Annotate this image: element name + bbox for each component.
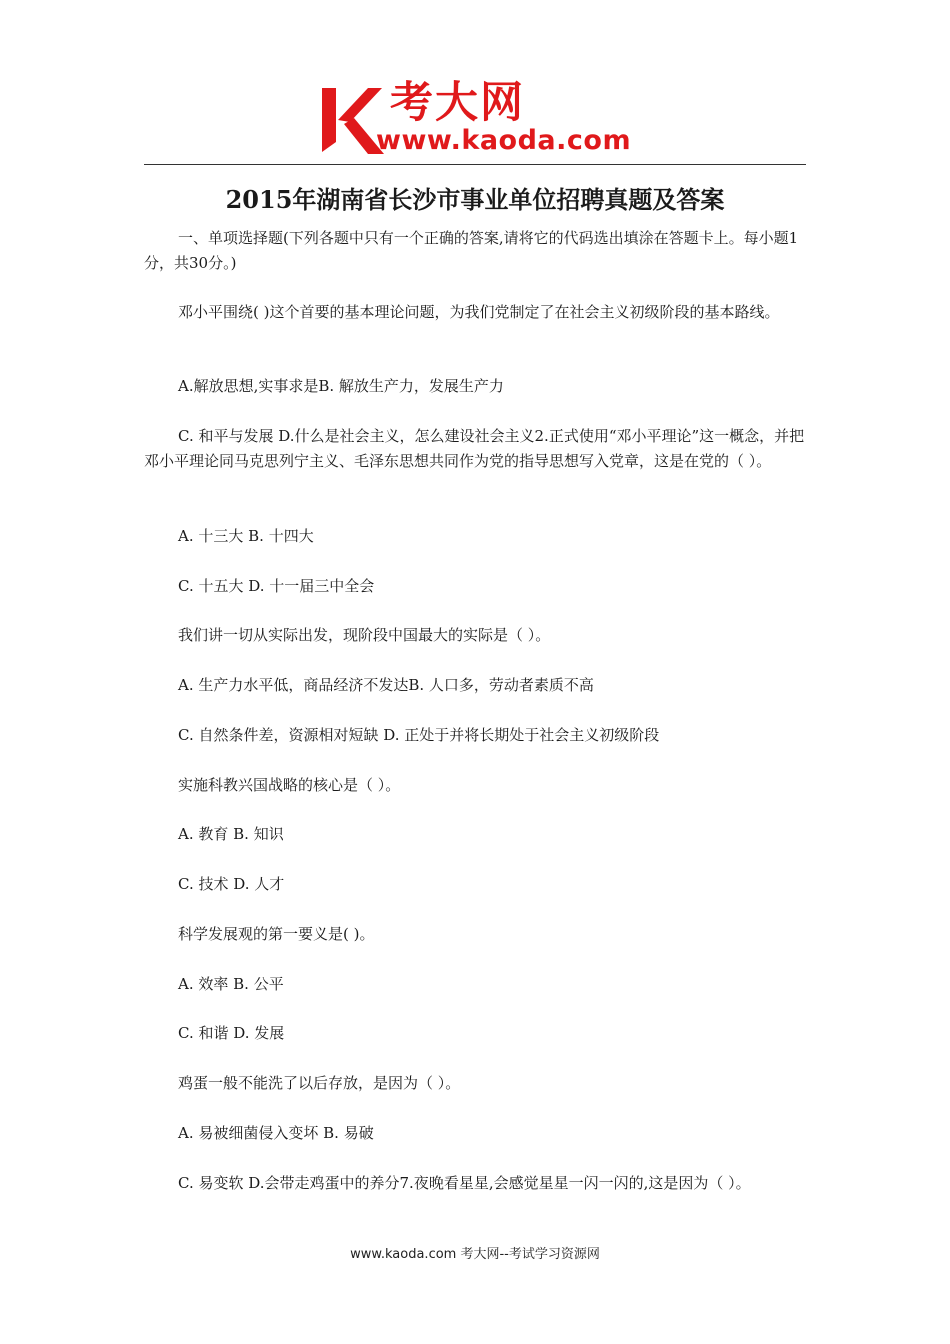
page-footer: www.kaoda.com 考大网--考试学习资源网 (350, 1247, 600, 1262)
answer-options: C. 自然条件差，资源相对短缺 D. 正处于并将长期处于社会主义初级阶段 (178, 726, 660, 744)
answer-options: A.解放思想,实事求是B. 解放生产力，发展生产力 (178, 377, 504, 395)
answer-options: C. 十五大 D. 十一届三中全会 (178, 577, 375, 595)
section-instruction: 一、单项选择题(下列各题中只有一个正确的答案,请将它的代码选出填涂在答题卡上。每小题1分，共30分。) (144, 229, 799, 272)
question-1: 邓小平围绕( )这个首要的基本理论问题，为我们党制定了在社会主义初级阶段的基本路线。 (178, 303, 780, 321)
logo-url: www.kaoda.com (376, 125, 632, 156)
question-6: 鸡蛋一般不能洗了以后存放，是因为（ ）。 (178, 1074, 461, 1092)
question-3: 我们讲一切从实际出发，现阶段中国最大的实际是（ ）。 (178, 626, 551, 644)
question-2: C. 和平与发展 D.什么是社会主义，怎么建设社会主义2.正式使用“邓小平理论”这一概念，并把邓小平理论同马克思列宁主义、毛泽东思想共同作为党的指导思想写入党章，这是在党的（ ）。 (144, 427, 805, 470)
answer-options: C. 技术 D. 人才 (178, 875, 285, 893)
answer-options: A. 十三大 B. 十四大 (178, 527, 314, 545)
answer-options: A. 教育 B. 知识 (178, 825, 284, 843)
document-title: 2015年湖南省长沙市事业单位招聘真题及答案 (225, 185, 725, 214)
site-logo (318, 78, 638, 160)
question-4: 实施科教兴国战略的核心是（ ）。 (178, 776, 401, 794)
question-5: 科学发展观的第一要义是( )。 (178, 925, 375, 943)
logo-wordmark: 考大网 (390, 78, 525, 128)
answer-options: A. 易被细菌侵入变坏 B. 易破 (178, 1124, 374, 1142)
header-divider (144, 164, 806, 165)
answer-options: A. 生产力水平低，商品经济不发达B. 人口多，劳动者素质不高 (178, 676, 594, 694)
answer-options: C. 和谐 D. 发展 (178, 1024, 285, 1042)
answer-options: C. 易变软 D.会带走鸡蛋中的养分7.夜晚看星星,会感觉星星一闪一闪的,这是因为（ ）。 (178, 1174, 751, 1192)
answer-options: A. 效率 B. 公平 (178, 975, 284, 993)
